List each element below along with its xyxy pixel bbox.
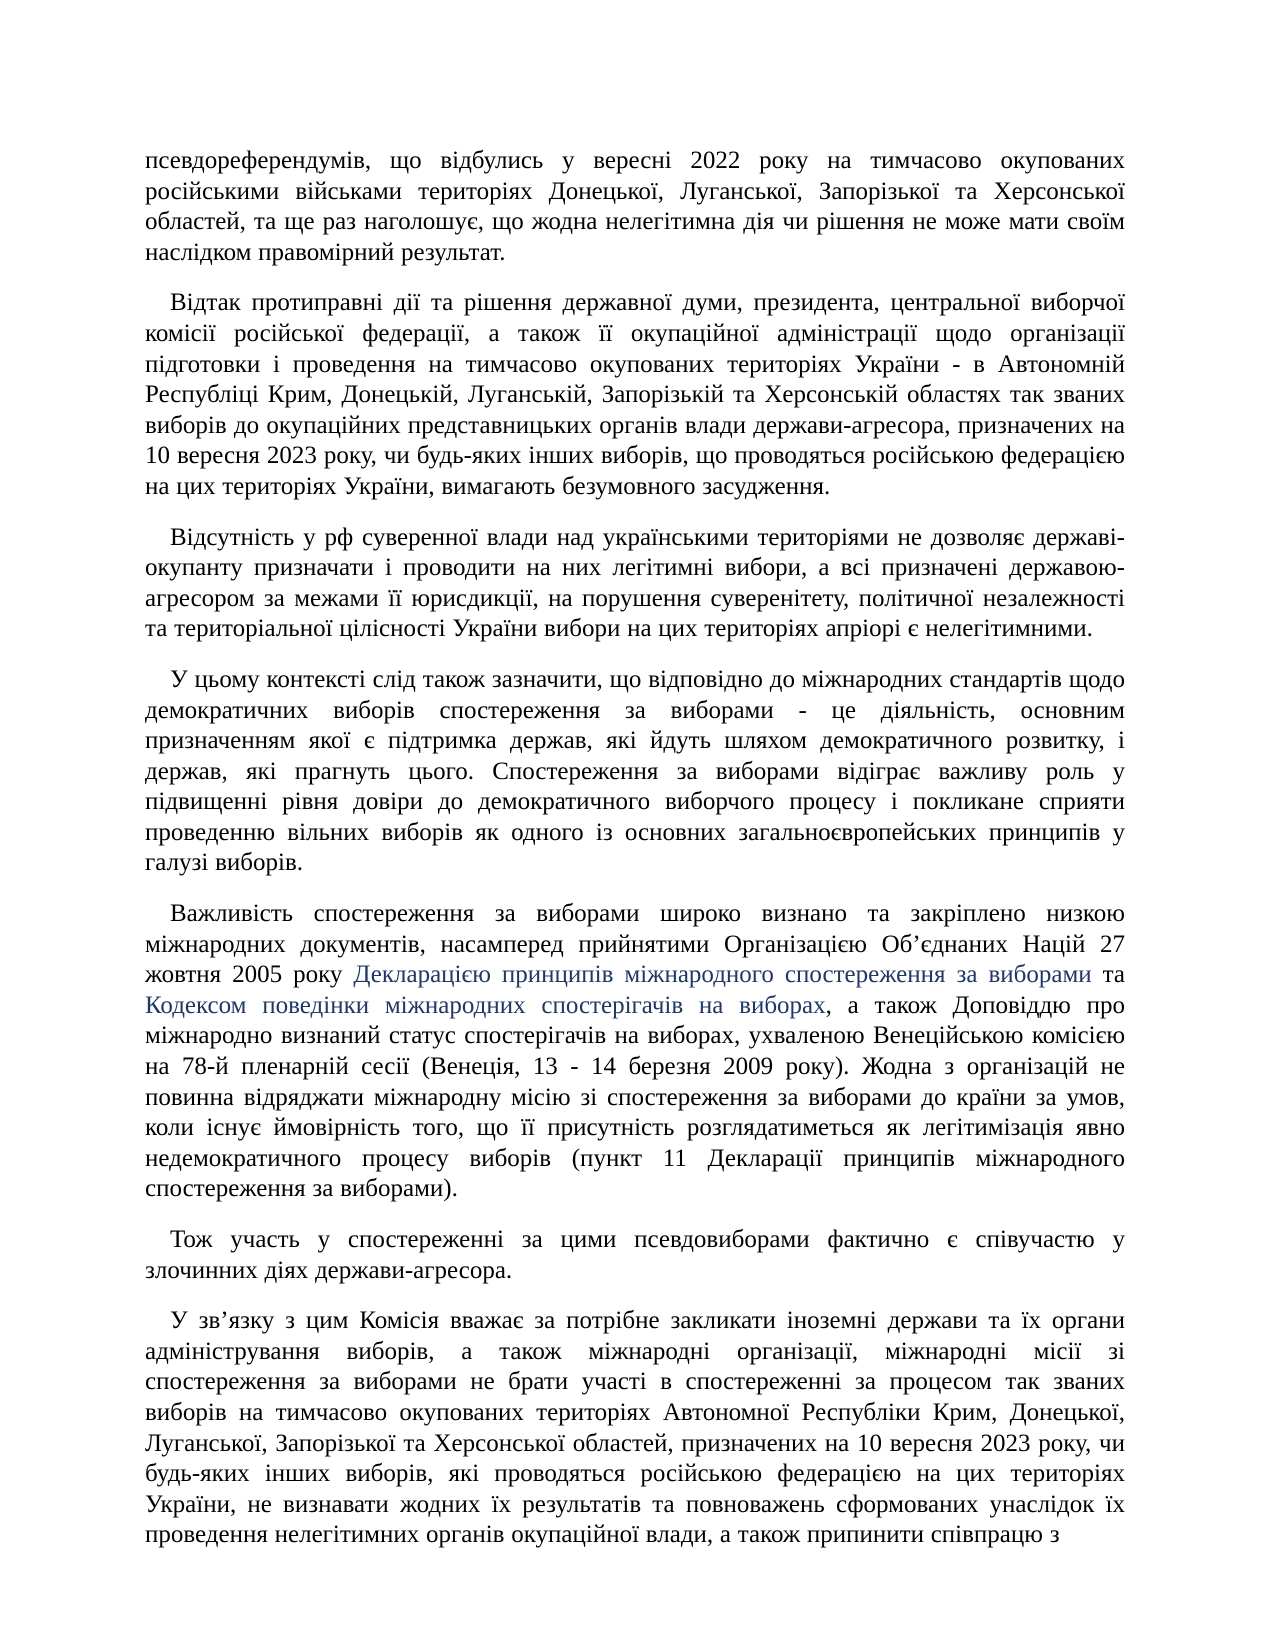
paragraph-4: У цьому контексті слід також зазначити, що відповідно до міжнародних стандартів щодо демократичних виборів спостереження за виборами - це діяльність, основним призначенням якої є підтримка держав, які йдуть шляхом демократичного розвитку, і держав, які прагнуть цього. Спостереження за виборами відіграє важливу роль у підвищенні рівня довіри до демократичного виборчого процесу і покликане сприяти проведенню вільних виборів як одного із основних загальноєвропейських принципів у галузі виборів. (145, 665, 1125, 877)
paragraph-3: Відсутність у рф суверенної влади над українськими територіями не дозволяє державі-окупанту призначати і проводити на них легітимні вибори, а всі призначені державою-агресором за межами її юрисдикції, на порушення суверенітету, політичної незалежності та територіальної цілісності України вибори на цих територіях апріорі є нелегітимними. (145, 523, 1125, 643)
paragraph-6: Тож участь у спостереженні за цими псевдовиборами фактично є співучастю у злочинних діях держави-агресора. (145, 1226, 1125, 1284)
link-code-of-conduct[interactable]: Кодексом поведінки міжнародних спостерігачів на виборах (145, 991, 826, 1019)
paragraph-text: , а також Доповіддю про міжнародно визнаний статус спостерігачів на виборах, ухваленою Венеційською комісією на 78-й пленарній сесії (Венеція, 13 - 14 березня 2009 року). Жодна з організацій не повинна відряджати міжнародну місію зі спостереження за виборами до країни за умов, коли існує ймовірність того, що її присутність розглядатиметься як легітимізація явно недемократичного процесу виборів (пункт 11 Декларації принципів міжнародного спостереження за виборами). (145, 991, 1125, 1203)
link-declaration-of-principles[interactable]: Декларацією принципів міжнародного спостереження за виборами (353, 961, 1092, 989)
paragraph-7: У зв’язку з цим Комісія вважає за потрібне закликати іноземні держави та їх органи адміністрування виборів, а також міжнародні організації, міжнародні місії зі спостереження за виборами не брати участі в спостереженні за процесом так званих виборів на тимчасово окупованих територіях Автономної Республіки Крим, Донецької, Луганської, Запорізької та Херсонської областей, призначених на 10 вересня 2023 року, чи будь-яких інших виборів, які проводяться російською федерацією на цих територіях України, не визнавати жодних їх результатів та повноважень сформованих унаслідок їх проведення нелегітимних органів окупаційної влади, а також припинити співпрацю з (145, 1307, 1125, 1549)
paragraph-5 (145, 899, 1125, 1205)
paragraph-1: псевдореферендумів, що відбулись у вересні 2022 року на тимчасово окупованих російськими військами територіях Донецької, Луганської, Запорізької та Херсонської областей, та ще раз наголошує, що жодна нелегітимна дія чи рішення не може мати своїм наслідком правомірний результат. (145, 147, 1125, 266)
paragraph-text: Важливість спостереження за виборами широко визнано та закріплено низкою міжнародних документів, насамперед прийнятими Організацією Об’єднаних Націй 27 жовтня 2005 року (145, 900, 1125, 989)
paragraph-text: та (1091, 961, 1126, 989)
paragraph-2: Відтак протиправні дії та рішення державної думи, президента, центральної виборчої комісії російської федерації, а також її окупаційної адміністрації щодо організації підготовки і проведення на тимчасово окупованих територіях України - в Автономній Республіці Крим, Донецькій, Луганській, Запорізькій та Херсонській областях так званих виборів до окупаційних представницьких органів влади держави-агресора, призначених на 10 вересня 2023 року, чи будь-яких інших виборів, що проводяться російською федерацією на цих територіях України, вимагають безумовного засудження. (145, 289, 1125, 500)
document-body (145, 146, 1125, 1551)
